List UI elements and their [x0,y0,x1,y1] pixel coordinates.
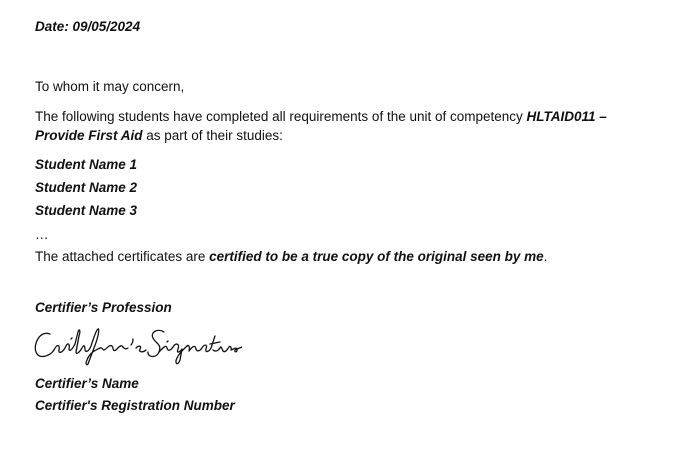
certifier-profession: Certifier’s Profession [35,300,172,315]
intro-text-end: as part of their studies: [142,128,283,143]
intro-paragraph-line-2 [35,128,283,144]
unit-code: HLTAID011 – [526,109,607,124]
certifier-signature [32,322,242,366]
salutation: To whom it may concern, [35,79,185,94]
letter-document [35,0,655,458]
student-name-2: Student Name 2 [35,180,138,195]
intro-paragraph-line-1 [35,109,607,125]
certifier-registration-number: Certifier's Registration Number [35,398,235,413]
list-ellipsis: … [35,227,49,242]
unit-name: Provide First Aid [35,128,143,143]
intro-text: The following students have completed all requirements of the unit of competency [35,109,527,124]
certification-statement [35,249,547,265]
letter-date: Date: 09/05/2024 [35,19,141,34]
certifier-name: Certifier’s Name [35,376,139,391]
certification-end: . [543,249,548,264]
certification-text: The attached certificates are [35,249,210,264]
student-name-3: Student Name 3 [35,203,138,218]
certification-emphasis: certified to be a true copy of the original seen by me [209,249,544,264]
student-name-1: Student Name 1 [35,157,138,172]
